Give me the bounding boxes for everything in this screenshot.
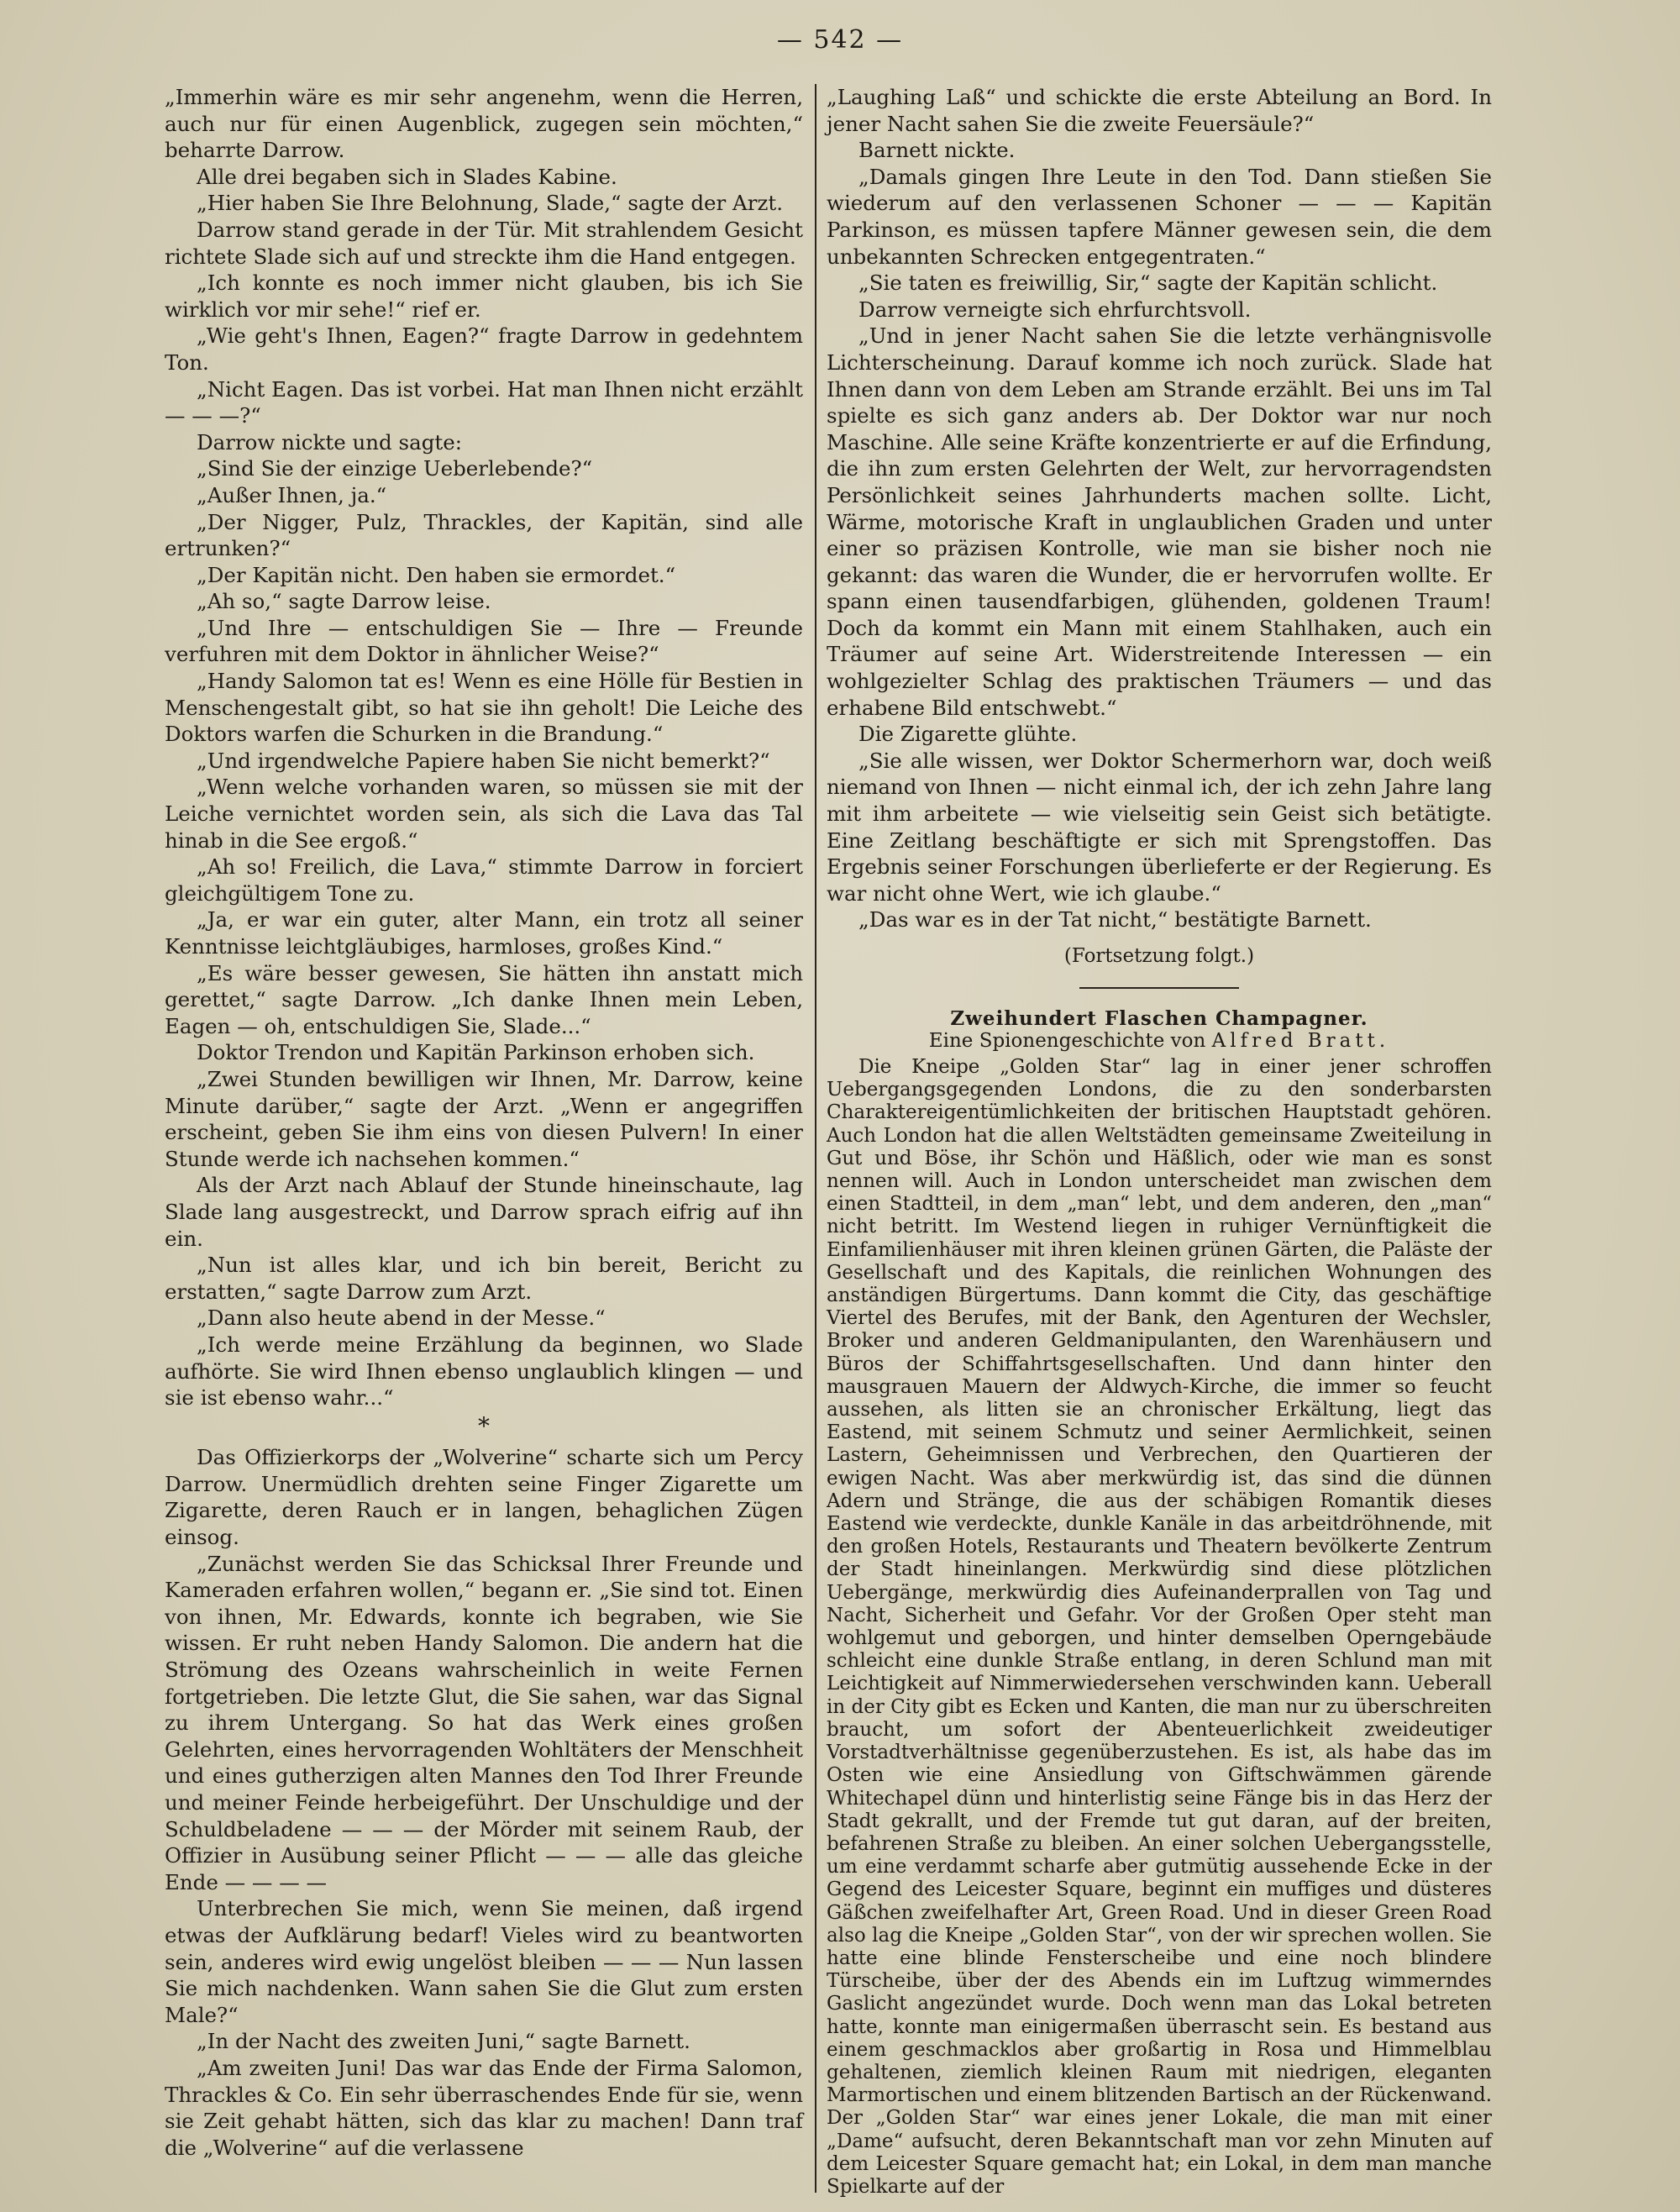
paragraph: „Zwei Stunden bewilligen wir Ihnen, Mr. Darrow, keine Minute darüber,“ sagte der Arzt. „Wenn er angegriffen erscheint, geben Sie ihm eins von diesen Pulvern! In einer Stunde werde ich nachsehen kommen.“	[165, 1066, 803, 1171]
paragraph: „In der Nacht des zweiten Juni,“ sagte Barnett.	[197, 2029, 690, 2054]
paragraph: Darrow verneigte sich ehrfurchtsvoll.	[858, 297, 1252, 322]
paragraph: „Ah so! Freilich, die Lava,“ stimmte Darrow in forciert gleichgültigem Tone zu.	[165, 854, 803, 906]
paragraph: „Handy Salomon tat es! Wenn es eine Hölle für Bestien in Menschengestalt gibt, so hat sie ihn geholt! Die Leiche des Doktors warfen die Schurken in die Brandung.“	[165, 669, 803, 747]
paragraph: Als der Arzt nach Ablauf der Stunde hineinschaute, lag Slade lang ausgestreckt, und Darrow sprach eifrig auf ihn ein.	[165, 1173, 803, 1251]
section-rule	[1079, 987, 1239, 989]
paragraph: „Sind Sie der einzige Ueberlebende?“	[197, 456, 593, 481]
paragraph: „Ich werde meine Erzählung da beginnen, wo Slade aufhörte. Sie wird Ihnen ebenso unglaublich klingen — und sie ist ebenso wahr...“	[165, 1332, 803, 1411]
section-separator: *	[478, 1411, 490, 1440]
paragraph: „Sie alle wissen, wer Doktor Schermerhorn war, doch weiß niemand von Ihnen — nicht einmal ich, der ich zehn Jahre lang mit ihm arbeitete — wie vielseitig sein Geist sich betätigte. Eine Zeitlang beschäftigte er sich mit Sprengstoffen. Das Ergebnis seiner Forschungen überlieferte er der Regierung. Es war nicht ohne Wert, wie ich glaube.“	[827, 748, 1492, 906]
paragraph: „Ja, er war ein guter, alter Mann, ein trotz all seiner Kenntnisse leichtgläubiges, harmloses, großes Kind.“	[165, 907, 803, 959]
paragraph: „Ich konnte es noch immer nicht glauben, bis ich Sie wirklich vor mir sehe!“ rief er.	[165, 271, 803, 322]
paragraph: „Außer Ihnen, ja.“	[197, 482, 387, 507]
paragraph: „Nun ist alles klar, und ich bin bereit, Bericht zu erstatten,“ sagte Darrow zum Arzt.	[165, 1253, 803, 1304]
paragraph: „Immerhin wäre es mir sehr angenehm, wenn die Herren, auch nur für einen Augenblick, zugegen sein möchten,“ beharrte Darrow.	[165, 85, 803, 163]
paragraph: Unterbrechen Sie mich, wenn Sie meinen, daß irgend etwas der Aufklärung bedarf! Vieles wird zu beantworten sein, anderes wird ewig ungelöst bleiben — — — Nun lassen Sie mich nachdenken. Wann sahen Sie die Glut zum ersten Male?“	[165, 1896, 803, 2027]
right-column	[827, 84, 1492, 2199]
paragraph: Barnett nickte.	[858, 138, 1016, 163]
paragraph: „Der Kapitän nicht. Den haben sie ermordet.“	[197, 562, 676, 587]
column-divider	[815, 84, 816, 2193]
paragraph: Darrow nickte und sagte:	[197, 429, 462, 454]
paragraph: Das Offizierkorps der „Wolverine“ scharte sich um Percy Darrow. Unermüdlich drehten seine Finger Zigarette um Zigarette, deren Rauch er in langen, behaglichen Zügen einsog.	[165, 1445, 803, 1550]
paragraph: „Der Nigger, Pulz, Thrackles, der Kapitän, sind alle ertrunken?“	[165, 509, 803, 561]
paragraph: „Das war es in der Tat nicht,“ bestätigte Barnett.	[858, 907, 1372, 933]
paragraph: „Ah so,“ sagte Darrow leise.	[197, 589, 491, 614]
paragraph: Die Zigarette glühte.	[858, 722, 1078, 747]
story-subtitle-prefix: Eine Spionengeschichte von	[928, 1029, 1206, 1052]
paragraph: „Damals gingen Ihre Leute in den Tod. Dann stießen Sie wiederum auf den verlassenen Schoner — — — Kapitän Parkinson, es müssen tapfere Männer gewesen sein, die dem unbekannten Schrecken entgegentraten.“	[827, 164, 1492, 269]
paragraph: „Sie taten es freiwillig, Sir,“ sagte der Kapitän schlicht.	[858, 271, 1438, 296]
story-author: Alfred Bratt.	[1211, 1029, 1390, 1052]
paragraph: „Und Ihre — entschuldigen Sie — Ihre — Freunde verfuhren mit dem Doktor in ähnlicher Weise?“	[165, 615, 803, 667]
paragraph: Darrow stand gerade in der Tür. Mit strahlendem Gesicht richtete Slade sich auf und streckte ihm die Hand entgegen.	[165, 217, 803, 269]
paragraph: „Laughing Laß“ und schickte die erste Abteilung an Bord. In jener Nacht sahen Sie die zweite Feuersäule?“	[827, 85, 1492, 136]
paragraph: „Es wäre besser gewesen, Sie hätten ihn anstatt mich gerettet,“ sagte Darrow. „Ich danke Ihnen mein Leben, Eagen — oh, entschuldigen Sie, Slade...“	[165, 960, 803, 1038]
paragraph: „Hier haben Sie Ihre Belohnung, Slade,“ sagte der Arzt.	[197, 191, 783, 216]
paragraph: „Wie geht's Ihnen, Eagen?“ fragte Darrow in gedehntem Ton.	[165, 323, 803, 375]
page-number: — 542 —	[776, 25, 904, 55]
paragraph: „Und irgendwelche Papiere haben Sie nicht bemerkt?“	[197, 748, 770, 773]
paragraph: Die Kneipe „Golden Star“ lag in einer jener schroffen Uebergangsgegenden Londons, die zu den sonderbarsten Charaktereigentümlichkeiten der britischen Hauptstadt gehören. Auch London hat die allen Weltstädten gemeinsame Zweiteilung in Gut und Böse, ihr Schön und Häßlich, oder wie man es sonst nennen will. Auch in London unterscheidet man zwischen dem einen Stadtteil, in dem „man“ lebt, und dem anderen, den „man“ nicht betritt. Im Westend liegen in ruhiger Vernünftigkeit die Einfamilienhäuser mit ihren kleinen grünen Gärten, die Paläste der Gesellschaft und des Kapitals, die reinlichen Wohnungen des anständigen Bürgertums. Dann kommt die City, das geschäftige Viertel des Berufes, mit der Bank, den Agenturen der Wechsler, Broker und anderen Geldmanipulanten, den Warenhäusern und Büros der Schiffahrtsgesellschaften. Und dann hinter den mausgrauen Mauern der Aldwych-Kirche, die immer so feucht aussehen, als litten sie an chronischer Erkältung, liegt das Eastend, mit seinem Schmutz und seiner Aermlichkeit, seinen Lastern, Geheimnissen und Verbrechen, den Quartieren der ewigen Nacht. Was aber merkwürdig ist, das sind die dünnen Adern und Stränge, die aus der schäbigen Romantik dieses Eastend wie verdeckte, dunkle Kanäle in das arbeitdröhnende, mit den großen Hotels, Restaurants und Theatern bevölkerte Zentrum der Stadt hineinlangen. Merkwürdig sind diese plötzlichen Uebergänge, merkwürdig dies Aufeinanderprallen von Tag und Nacht, Sicherheit und Gefahr. Vor der Großen Oper steht man wohlgemut und geborgen, und hinter demselben Operngebäude schleicht eine dunkle Straße entlang, in deren Schlund man mit Leichtigkeit auf Nimmerwiedersehen verschwinden kann. Ueberall in der City gibt es Ecken und Kanten, die man nur zu überschreiten braucht, um sofort der Abenteuerlichkeit zweideutiger Vorstadtverhältnisse gegenüberzustehen. Es ist, als habe das im Osten wie eine Ansiedlung von Giftschwämmen gärende Whitechapel dünn und hinterlistig seine Fänge bis in das Herz der Stadt gekrallt, und der Fremde tut gut daran, auf der breiten, befahrenen Straße zu bleiben. An einer solchen Uebergangsstelle, um eine verdammt scharfe aber gutmütig aussehende Ecke in der Gegend des Leicester Square, beginnt ein muffiges und düsteres Gäßchen zweifelhafter Art, Green Road. Und in dieser Green Road also lag die Kneipe „Golden Star“, von der wir sprechen wollen. Sie hatte eine blinde Fensterscheibe und eine noch blindere Türscheibe, über der des Abends ein im Luftzug wimmerndes Gaslicht angezündet wurde. Doch wenn man das Lokal betreten hatte, konnte man einigermaßen überrascht sein. Es bestand aus einem geschmacklos aber großartig in Rosa und Himmelblau gehaltenen, ziemlich kleinen Raum mit niedrigen, eleganten Marmortischen und einem blitzenden Bartisch an der Rückenwand. Der „Golden Star“ war eines jener Lokale, die man mit einer „Dame“ aufsucht, deren Bekanntschaft man vor zehn Minuten auf dem Leicester Square gemacht hat; ein Lokal, in dem man manche Spielkarte auf der	[827, 1056, 1492, 2198]
continuation-note: (Fortsetzung folgt.)	[1063, 945, 1255, 967]
paragraph: Doktor Trendon und Kapitän Parkinson erhoben sich.	[197, 1040, 755, 1065]
story-article	[827, 1007, 1492, 2199]
story-subtitle	[827, 1030, 1492, 1053]
paragraph: „Zunächst werden Sie das Schicksal Ihrer Freunde und Kameraden erfahren wollen,“ begann er. „Sie sind tot. Einen von ihnen, Mr. Edwards, konnte ich begraben, wie Sie wissen. Er ruht neben Handy Salomon. Die andern hat die Strömung des Ozeans wahrscheinlich in weite Fernen fortgetrieben. Die letzte Glut, die Sie sahen, war das Signal zu ihrem Untergang. So hat das Werk eines großen Gelehrten, eines hervorragenden Wohltäters der Menschheit und eines gutherzigen alten Mannes den Tod Ihrer Freunde und meiner Feinde herbeigeführt. Der Unschuldige und der Schuldbeladene — — — der Mörder mit seinem Raub, der Offizier in Ausübung seiner Pflicht — — — alle das gleiche Ende — — — —	[165, 1551, 803, 1894]
paragraph: „Wenn welche vorhanden waren, so müssen sie mit der Leiche vernichtet worden sein, als sich die Lava das Tal hinab in die See ergoß.“	[165, 775, 803, 853]
paragraph: Alle drei begaben sich in Slades Kabine.	[197, 164, 617, 189]
paragraph: „Am zweiten Juni! Das war das Ende der Firma Salomon, Thrackles & Co. Ein sehr überraschendes Ende für sie, wenn sie Zeit gehabt hätten, sich das klar zu machen! Dann traf die „Wolverine“ auf die verlassene	[165, 2055, 803, 2160]
left-column	[165, 84, 803, 2161]
paragraph: „Dann also heute abend in der Messe.“	[197, 1306, 606, 1331]
story-title: Zweihundert Flaschen Champagner.	[950, 1006, 1368, 1030]
paragraph: „Nicht Eagen. Das ist vorbei. Hat man Ihnen nicht erzählt — — —?“	[165, 376, 803, 428]
paragraph: „Und in jener Nacht sahen Sie die letzte verhängnisvolle Lichterscheinung. Darauf komme ich noch zurück. Slade hat Ihnen dann von dem Leben am Strande erzählt. Bei uns im Tal spielte es sich ganz anders ab. Der Doktor war nur noch Maschine. Alle seine Kräfte konzentrierte er auf die Erfindung, die ihn zum ersten Gelehrten der Welt, zur hervorragendsten Persönlichkeit seines Jahrhunderts machen sollte. Licht, Wärme, motorische Kraft in unglaublichen Graden und unter einer so präzisen Kontrolle, wie man sie bisher noch nie gekannt: das waren die Wunder, die er hervorrufen wollte. Er spann einen tausendfarbigen, glühenden, goldenen Traum! Doch da kommt ein Mann mit einem Stahlhaken, auch ein Träumer auf seine Art. Widerstreitende Interessen — ein wohlgezielter Schlag des praktischen Träumers — und das erhabene Bild entschwebt.“	[827, 323, 1492, 720]
